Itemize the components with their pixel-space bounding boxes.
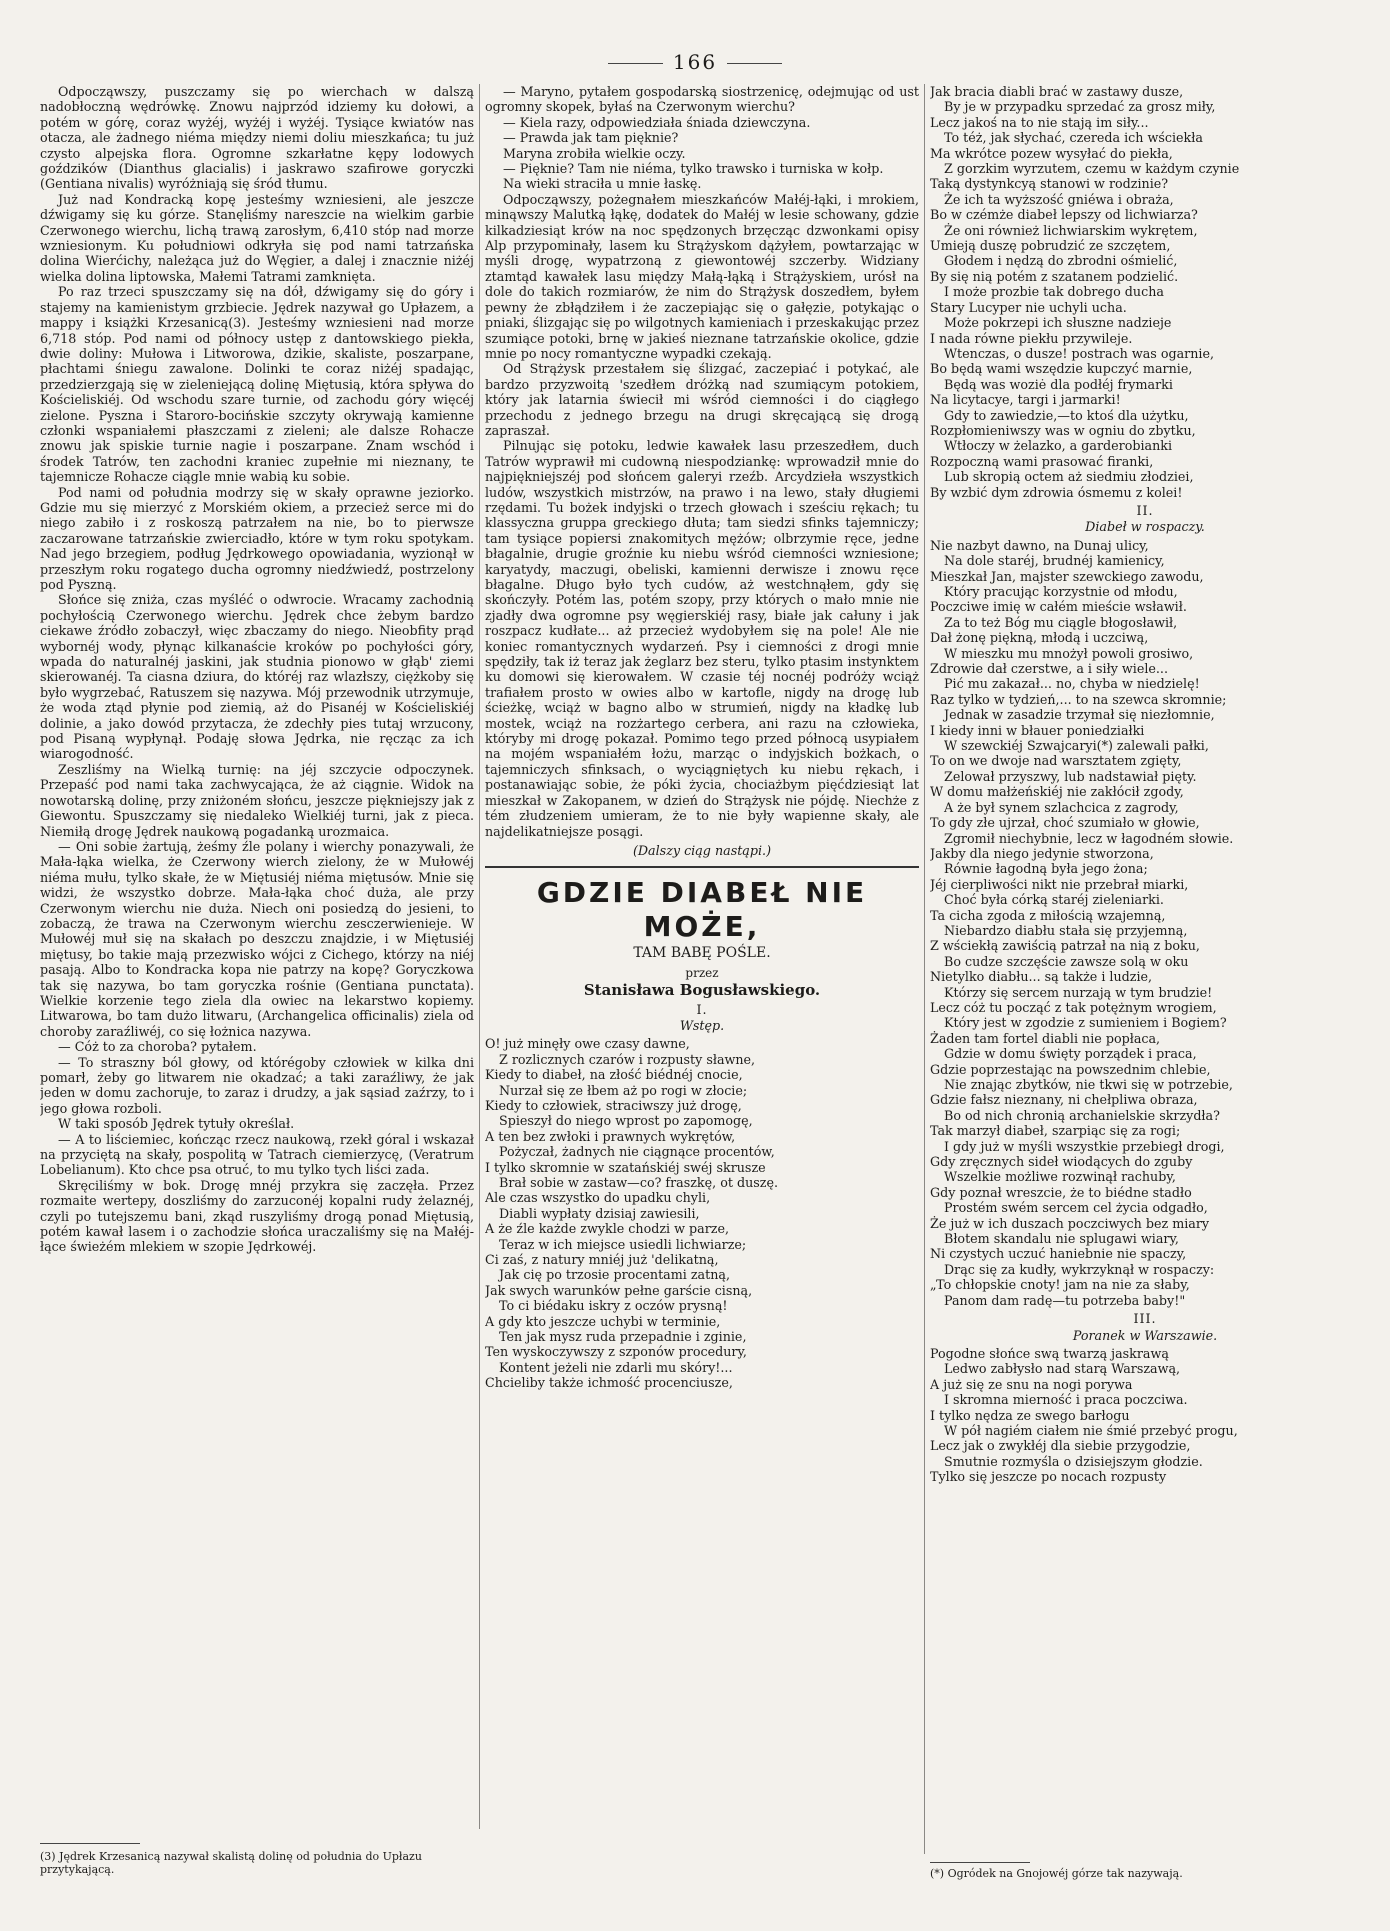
verse-line: To gdy złe ujrzał, choć szumiało w głowie, [930, 815, 1200, 831]
verse-line: Który pracując korzystnie od młodu, [944, 584, 1178, 599]
verse-line: I tylko skromnie w szatańskiéj swéj skrusze [485, 1159, 766, 1175]
verse-line: Ten wyskoczywszy z szponów procedury, [485, 1344, 747, 1360]
byline-prefix: przez [685, 965, 719, 980]
verse-line: Spieszył do niego wprost po zapomogę, [499, 1113, 753, 1129]
section-divider [485, 866, 919, 868]
paragraph: — Pięknie? Tam nie niéma, tylko trawsko i turniska w kołp. [503, 161, 884, 177]
verse-line: Gdy to zawiedzie,—to ktoś dla użytku, [944, 407, 1189, 423]
verse-line: I kiedy inni w błauer poniedziałki [930, 722, 1145, 738]
verse-line: Zgromił niechybnie, lecz w łagodném słowie. [944, 830, 1234, 846]
verse-line: Pożyczał, żadnych nie ciągnące procentów, [499, 1144, 775, 1160]
verse-line: Błotem skandalu nie splugawi wiary, [944, 1231, 1179, 1247]
verse-line: Jak cię po trzosie procentami zatną, [499, 1267, 730, 1283]
paragraph: — Prawda jak tam pięknie? [503, 130, 679, 146]
verse-line: I skromna mierność i praca poczciwa. [944, 1392, 1188, 1408]
verse-line: „To chłopskie cnoty! jam na nie za słaby, [930, 1277, 1190, 1293]
verse-line: W pół nagiém ciałem nie śmié przebyć progu, [944, 1422, 1238, 1438]
verse-line: Drąc się za kudły, wykrzyknął w rospaczy: [944, 1261, 1215, 1277]
verse-line: A ten bez zwłoki i prawnych wykrętów, [485, 1128, 736, 1144]
verse-line: A że źle każde zwykle chodzi w parze, [485, 1221, 729, 1237]
author-name: Stanisława Bogusławskiego. [583, 981, 821, 1000]
section-number: III. [1133, 1311, 1157, 1327]
verse-line: W domu małżeńskiéj nie zakłócił zgody, [930, 784, 1184, 800]
paragraph: Skręciliśmy w bok. Drogę mnéj przykra się zaczęła. Przez rozmaite wertepy, doszliśmy do zarzuconéj kopalni rudy żelaznéj, czyli po tutejszemu bani, zkąd ruszyliśmy drogą ponad Miętusią, potém kawał lasem i o zachodzie słońca uraczaliśmy się na Małéj-łące świeżém mlekiem w szopie Jędrkowéj. [40, 1177, 474, 1255]
verse-block [930, 84, 1360, 500]
verse-line: Stary Lucyper nie uchyli ucha. [930, 299, 1127, 315]
verse-line: Jakby dla niego jedynie stworzona, [930, 845, 1154, 861]
verse-line: Który jest w zgodzie z sumieniem i Bogiem? [944, 1015, 1227, 1031]
verse-line: Że ich ta wyższość gniéwa i obraża, [944, 191, 1174, 207]
verse-line: Wtłoczy w żelazko, a garderobianki [944, 438, 1173, 454]
verse-line: Będą was woziė dla podłéj frymarki [944, 376, 1173, 392]
verse-line: Którzy się sercem nurzają w tym brudzie! [944, 984, 1213, 1000]
footnote-2: (*) Ogródek na Gnojowéj górze tak nazywają. [930, 1867, 1183, 1880]
verse-line: Jéj cierpliwości nikt nie przebrał miarki, [930, 876, 1189, 892]
verse-line: Nietylko diabłu... są także i ludzie, [930, 969, 1153, 985]
paragraph: Na wieki straciła u mnie łaskę. [503, 176, 702, 192]
verse-line: Że już w ich duszach poczciwych bez miary [930, 1215, 1210, 1231]
verse-line: Prostém swém sercem cel życia odgadło, [944, 1200, 1208, 1216]
verse-block [485, 1036, 919, 1390]
verse-line: By się nią potém z szatanem podzielić. [930, 268, 1179, 284]
paragraph: — Oni sobie żartują, żeśmy źle polany i wierchy ponazywali, że Mała-łąka wielka, że Czerwony wierch zielony, że w Mułowéj niéma mułu, tylko skałe, że w Miętusiéj niéma miętusów. Mnie się widzi, że wszystko dobrze. Mała-łąka choć duża, ale przy Czerwonym wierchu nie duża. Niech oni posiedzą do jesieni, to zobaczą, że trawa na Czerwonym wierchu zesczerwienieje. W Mułowéj muł się na skałach po deszczu znajdzie, i w Miętusiéj miętusy, bo takie mają przezwisko wójci z Cichego, którzy na niéj pasają. Albo to Kondracka kopa nie patrzy na kopę? Goryczkowa tak się nazywa, bo tam goryczka rośnie (Gentiana punctata). Wielkie korzenie tego ziela dla owiec na lekarstwo kopiemy. Litwarowa, bo tam dużo litwaru, (Archangelica officinalis) ziela od choroby zaraźliwéj, co się łożnica nazywa. [40, 838, 474, 1039]
verse-line: To téż, jak słychać, czereda ich wściekła [944, 130, 1203, 146]
poem-title: GDZIE DIABEŁ NIE MOŻE, [536, 876, 868, 944]
verse-line: Żaden tam fortel diabli nie popłaca, [930, 1030, 1161, 1046]
verse-line: Lecz jak o zwykłéj dla siebie przygodzie, [930, 1438, 1191, 1454]
verse-line: Lub skropią octem aż siedmiu złodziei, [944, 469, 1194, 485]
verse-line: Ci zaś, z natury mniéj już 'delikatną, [485, 1252, 719, 1268]
paragraph: — To straszny ból głowy, od którégoby człowiek w kilka dni pomarł, żeby go litwarem nie okadzać; a taki zaraźliwy, że jak jeden w domu zachoruje, to zaraz i drudzy, a jak sąsiad zaźrzy, to i jego głowa rozboli. [40, 1054, 474, 1116]
paragraph: Odpocząwszy, pożegnałem mieszkańców Małéj-łąki, i mrokiem, minąwszy Malutką łąkę, dodatek do Małéj w lesie schowany, gdzie kilkadziesiąt krów na noc spędzonych brzęcząc dzwonkami opisy Alp przypominały, lasem ku Strążyskom dążyłem, powtarzając w myśli drogę, wypatrzoną z giewontowéj szczerby. Widziany ztamtąd kawałek lasu między Małą-łąką i Strążyskiem, urósł na dole do takich rozmiarów, że nim do Strążysk doszedłem, byłem pewny że zbłądziłem i że zaczepiając się o gałęzie, potykając o pniaki, ślizgając się po wilgotnych kamieniach i przeskakując przez szumiące potoki, brnę w jakieś nieznane tatrzańskie okolice, gdzie mnie po nocy romantyczne wypadki czekają. [485, 191, 919, 361]
verse-line: Panom dam radę—tu potrzeba baby!" [944, 1292, 1186, 1308]
paragraph: Zeszliśmy na Wielką turnię: na jéj szczycie odpoczynek. Przepaść pod nami taka zachwycająca, że aż ciągnie. Widok na nowotarską dolinę, przy zniżoném słońcu, jeszcze piękniejszy jak z Giewontu. Spuszczamy się niedaleko Wielkiéj turni, jak z pieca. Niemiłą drogę Jędrek naukową pogadanką urozmaica. [40, 761, 474, 839]
verse-line: Gdzie fałsz nieznany, ni chełpliwa obraza, [930, 1092, 1198, 1108]
section-number: I. [696, 1001, 708, 1017]
verse-line: Z gorzkim wyrzutem, czemu w każdym czynie [944, 161, 1240, 177]
verse-line: Gdzie poprzestając na powszednim chlebie, [930, 1061, 1211, 1077]
verse-line: A już się ze snu na nogi porywa [930, 1376, 1133, 1392]
verse-line: Jednak w zasadzie trzymał się niezłomnie, [944, 707, 1215, 723]
verse-line: Ledwo zabłysło nad starą Warszawą, [944, 1361, 1181, 1377]
verse-line: Ale czas wszystko do upadku chyli, [485, 1190, 711, 1206]
verse-line: Diabli wypłaty dzisiaj zawiesili, [499, 1205, 700, 1221]
footnote-1: (3) Jędrek Krzesanicą nazywał skalistą dolinę od południa do Upłazu przytykającą. [40, 1850, 422, 1876]
column-1 [40, 84, 474, 1824]
verse-line: I tylko nędza ze swego barłogu [930, 1407, 1130, 1423]
column-2 [485, 84, 919, 1834]
verse-line: Chcieliby także ichmość procenciusze, [485, 1375, 733, 1391]
verse-line: Pogodne słońce swą twarzą jaskrawą [930, 1345, 1169, 1361]
verse-line: I może prozbie tak dobrego ducha [944, 284, 1164, 300]
verse-line: Gdzie w domu święty porządek i praca, [944, 1046, 1197, 1062]
verse-line: Smutnie rozmyśla o dzisiejszym głodzie. [944, 1453, 1203, 1469]
paragraph: — Kiela razy, odpowiedziała śniada dziewczyna. [503, 114, 811, 130]
paragraph: Maryna zrobiła wielkie oczy. [503, 145, 686, 161]
footnote-rule [40, 1843, 140, 1844]
verse-line: To on we dwoje nad warsztatem zgięty, [930, 753, 1182, 769]
section-title: Wstęp. [679, 1017, 725, 1033]
verse-line: Umieją duszę pobrudzić ze szczętem, [930, 238, 1171, 254]
verse-line: Lecz jakoś na to nie stają im siły... [930, 114, 1149, 130]
verse-line: I nada równe piekłu przywileje. [930, 330, 1133, 346]
verse-line: A gdy kto jeszcze uchybi w terminie, [485, 1313, 721, 1329]
verse-line: Bo od nich chronią archanielskie skrzydła? [944, 1107, 1220, 1123]
verse-line: Tylko się jeszcze po nocach rozpusty [930, 1469, 1167, 1485]
verse-line: Mieszkał Jan, majster szewckiego zawodu, [930, 568, 1204, 584]
paragraph: Pod nami od południa modrzy się w skały oprawne jeziorko. Gdzie mu się mierzyć z Morskiém okiem, a przecież serce mi do niego zabiło i z roskoszą patrzałem na nie, bo to pierwsze zaczarowane tatrzańskie zwierciadło, które w tym roku spotykam. Nad jego brzegiem, podług Jędrkowego opowiadania, wyzionął w przeszłym roku rogatego ducha ogromny niedźwiedź, postrzelony pod Pyszną. [40, 484, 474, 592]
verse-line: Za to też Bóg mu ciągle błogosławił, [944, 614, 1178, 630]
verse-line: W mieszku mu mnożył powoli grosiwo, [944, 645, 1194, 661]
verse-line: W szewckiéj Szwajcaryi(*) zalewali pałki, [944, 738, 1209, 754]
verse-line: Poczciwe imię w całém mieście wsławił. [930, 599, 1187, 615]
verse-line: Ten jak mysz ruda przepadnie i zginie, [499, 1329, 747, 1345]
verse-line: Głodem i nędzą do zbrodni ośmielić, [944, 253, 1178, 269]
verse-line: Z rozlicznych czarów i rozpusty sławne, [499, 1051, 756, 1067]
column-3 [930, 84, 1360, 1854]
verse-line: Ma wkrótce pozew wysyłać do piekła, [930, 145, 1173, 161]
paragraph: Odpocząwszy, puszczamy się po wierchach w dalszą nadobłoczną wędrówkę. Znowu najprzód idziemy ku dołowi, a potém w górę, coraz wyżéj, wyżéj i wyżéj. Tysiące kwiatów nas otacza, ale żadnego niéma między niemi doliu mieszkańca; tu już czysto alpejska flora. Ogromne szkarłatne kępy lodowych goździków (Dianthus glacialis) i jaskrawo szafirowe goryczki (Gentiana nivalis) wyróżniają się śród tłumu. [40, 84, 474, 192]
verse-line: Rozpłomieniwszy was w ogniu do zbytku, [930, 422, 1196, 438]
verse-line: Rozpoczną wami prasować firanki, [930, 453, 1154, 469]
paragraph: — Maryno, pytałem gospodarską siostrzenicę, odejmując od ust ogromny skopek, byłaś na Czerwonym wierchu? [485, 84, 919, 115]
verse-line: Taką dystynkcyą stanowi w rodzinie? [930, 176, 1169, 192]
verse-line: Kiedy to człowiek, straciwszy już drogę, [485, 1097, 742, 1113]
paragraph: W taki sposób Jędrek tytuły określał. [58, 1116, 295, 1132]
verse-line: Niebardzo diabłu stała się przyjemną, [944, 922, 1188, 938]
section-title: Diabeł w rospaczy. [1085, 519, 1205, 535]
verse-line: Wszelkie możliwe rozwinął rachuby, [944, 1169, 1176, 1185]
verse-line: Nie nazbyt dawno, na Dunaj ulicy, [930, 537, 1149, 553]
verse-line: I gdy już w myśli wszystkie przebiegł drogi, [944, 1138, 1225, 1154]
verse-line: Ta cicha zgoda z miłością wzajemną, [930, 907, 1166, 923]
verse-line: Gdy zręcznych sideł wiodących do zguby [930, 1154, 1193, 1170]
section-number: II. [1136, 502, 1154, 518]
verse-line: Na dole staréj, brudnéj kamienicy, [944, 553, 1165, 569]
verse-line: Na licytacye, targi i jarmarki! [930, 392, 1121, 408]
verse-line: Choć była córką staréj zieleniarki. [944, 892, 1164, 908]
column-rule-2 [924, 84, 925, 1854]
verse-line: A że był synem szlachcica z zagrody, [944, 799, 1179, 815]
verse-line: Tak marzył diabeł, szarpiąc się za rogi; [930, 1123, 1181, 1139]
verse-line: Bo w czémże diabeł lepszy od lichwiarza? [930, 207, 1198, 223]
verse-line: Jak swych warunków pełne garście cisną, [485, 1282, 753, 1298]
paragraph: — A to liściemiec, kończąc rzecz naukową, rzekł góral i wskazał na przyciętą na skały, pospolitą w Tatrach ciemierzycę, (Veratrum Lobelianum). Kto chce psa otruć, to mu tylko tych liści zada. [40, 1131, 474, 1178]
verse-line: Zdrowie dał czerstwe, a i siły wiele... [930, 661, 1169, 677]
verse-line: Może pokrzepi ich słuszne nadzieje [944, 315, 1172, 331]
verse-line: Teraz w ich miejsce usiedli lichwiarze; [499, 1236, 747, 1252]
verse-line: Lecz cóż tu począć z tak potężnym wrogiem, [930, 999, 1217, 1015]
continuation-note: (Dalszy ciąg nastąpi.) [632, 842, 772, 858]
verse-line: O! już minęły owe czasy dawne, [485, 1036, 690, 1052]
verse-line: Nie znając zbytków, nie tkwi się w potrzebie, [944, 1077, 1233, 1092]
paragraph: Już nad Kondracką kopę jesteśmy wzniesieni, ale jeszcze dźwigamy się ku górze. Stanęliśmy nareszcie na wielkim garbie Czerwonego wierchu, lichą trawą zarosłym, 6,410 stóp nad morze wzniesionym. Ku południowi odkryła się pod nami tatrzańska dolina Wierćichy, należąca już do Węgier, a dalej i znacznie niżéj wielka dolina liptowska, Małemi Tatrami zamknięta. [40, 191, 474, 284]
verse-line: Kontent jeżeli nie zdarli mu skóry!... [499, 1359, 733, 1375]
verse-line: Nurzał się ze łbem aż po rogi w złocie; [499, 1082, 748, 1098]
verse-line: By je w przypadku sprzedać za grosz miły, [944, 99, 1216, 115]
verse-line: Dał żonę piękną, młodą i uczciwą, [930, 630, 1149, 646]
poem-subtitle: TAM BABĘ POŚLE. [633, 945, 771, 962]
paragraph: Słońce się zniża, czas myśléć o odwrocie. Wracamy zachodnią pochyłością Czerwonego wierchu. Jędrek chce żebym bardzo ciekawe źródło zobaczył, więc zbaczamy do niego. Nieobfity prąd wybornéj wody, płynąc kilkanaście kroków po pochyłości góry, wpada do naturalnéj jaskini, jak studnia pionowo w głąb' ziemi skierowanéj. Ta ciasna dziura, do któréj raz wlazłszy, ciężkoby się było wygrzebać, Ratuszem się nazywa. Mój przewodnik utrzymuje, że woda ztąd płynie pod ziemią, aż do Pisanéj w Kościeliskiéj dolinie, a jako dowód przytacza, że zdechły pies tutaj wrzucony, pod Pisaną wypłynął. Podaję słowa Jędrka, nie ręcząc za ich wiarogodność. [40, 592, 474, 762]
verse-line: Brał sobie w zastaw—co? fraszkę, ot duszę. [499, 1175, 778, 1190]
verse-line: Kiedy to diabeł, na złość biédnéj cnocie, [485, 1067, 743, 1083]
section-title: Poranek w Warszawie. [1072, 1327, 1218, 1343]
verse-line: Ni czystych uczuć haniebnie nie spaczy, [930, 1246, 1187, 1262]
verse-line: Pić mu zakazał... no, chyba w niedzielę! [944, 676, 1200, 692]
verse-block [930, 538, 1360, 1308]
verse-block [930, 1346, 1360, 1485]
verse-line: To ci biédaku iskry z oczów prysną! [499, 1298, 728, 1314]
column-rule-1 [479, 84, 480, 1829]
verse-line: Wtenczas, o dusze! postrach was ogarnie, [944, 345, 1214, 361]
paragraph: Po raz trzeci spuszczamy się na dół, dźwigamy się do góry i stajemy na kamienistym grzbiecie. Jędrek nazywał go Upłazem, a mappy i książki Krzesanicą(3). Jesteśmy wzniesieni nad morze 6,718 stóp. Pod nami od północy ustęp z dantowskiego piekła, dwie doliny: Mułowa i Litworowa, dzikie, skaliste, poszarpane, płachtami śniegu zawalone. Dolinki te coraz niżéj spadając, przedzierzgają się w zieleniejącą dolinę Miętusią, która spływa do Kościeliskiéj. Od wschodu szare turnie, od zachodu góry więcéj zielone. Pyszna i Staroro-bocińskie szczyty okrywają kamienne członki wspaniałemi płaszczami z zieleni; ale dalsze Rohacze znowu jak spiskie turnie nagie i poszarpane. Znam wschód i środek Tatrów, ten zachodni kraniec zupełnie mi nieznany, te tajemnicze Rohacze ciągle mnie wabią ku sobie. [40, 284, 474, 485]
verse-line: By wzbić dym zdrowia ósmemu z kolei! [930, 484, 1183, 500]
verse-line: Bo będą wami wszędzie kupczyć marnie, [930, 361, 1193, 377]
verse-line: Zelował przyszwy, lub nadstawiał pięty. [944, 768, 1197, 784]
verse-line: Jak bracia diabli brać w zastawy dusze, [930, 84, 1184, 99]
verse-line: Że oni również lichwiarskim wykrętem, [944, 222, 1198, 238]
paragraph: Od Strążysk przestałem się ślizgać, zaczepiać i potykać, ale bardzo przyzwoitą 'szedłem dróżką nad szumiącym potokiem, który jak latarnia świecił mi wśród ciemności i do ciągłego przechodu z jednego brzegu na drugi skręcającą się drogą zapraszał. [485, 361, 919, 438]
paragraph: — Cóż to za choroba? pytałem. [58, 1039, 257, 1055]
verse-line: Gdy poznał wreszcie, że to biédne stadło [930, 1184, 1192, 1200]
verse-line: Raz tylko w tydzień,... to na szewca skromnie; [930, 691, 1227, 707]
paragraph: Pilnując się potoku, ledwie kawałek lasu przeszedłem, duch Tatrów wyprawił mi cudowną niespodziankę: wprowadził mnie do najpiękniejszéj pod słońcem galeryi rzeźb. Arcydzieła wszystkich ludów, wszystkich mistrzów, na prawo i na lewo, stały długiemi rzędami. Tu bożek indyjski o trzech głowach i sześciu rękach; tu klassyczna gruppa greckiego dłuta; tam siedzi sfinks tajemniczy; tam tysiące popiersi znakomitych mężów; olbrzymie ręce, jedne błagalnie, drugie groźnie ku niebu wśród ciemności wzniesione; karyatydy, maczugi, obeliski, kamienni derwisze i znowu ręce błagalne. Długo było tych cudów, aż westchnąłem, gdy się skończyły. Potém las, potém szopy, przy których o mało mnie nie zjadły dwa ogromne psy węgierskiéj rasy, białe jak całuny i jak roszpacz kudłate... aż przecież wydobyłem się na pole! Ale nie koniec romantycznych wydarzeń. Psy i ciemności z drogi mnie spędziły, tak iż teraz jak żeglarz bez steru, tylko ptasim instynktem ku domowi się kierowałem. W czasie téj nocnéj podróży wciąż trafiałem prosto w owies albo w kartofle, nigdy na drogę lub ścieżkę, wciąż w bagno albo w strumień, nigdy na kładkę lub mostek, wciąż na rozżartego cerbera, ani razu na człowieka, któryby mi drogę pokazał. Pomimo tego przed północą usypiałem na mojém wspaniałém łożu, marząc o indyjskich bożkach, o tajemniczych sfinksach, o wyciągniętych ku niebu rękach, i postanawiając sobie, że póki życia, chociażbym pięćdziesiąt lat mieszkał w Zakopanem, w dzień do Strążysk nie pójdę. Niechże z tém złudzeniem umieram, że to nie były wapienne skały, ale najdelikatniejsze posągi. [485, 438, 919, 839]
verse-line: Równie łagodną była jego żona; [944, 861, 1148, 877]
page-number: 166 [0, 50, 1390, 74]
footnote-rule [930, 1862, 1030, 1863]
verse-line: Z wściekłą zawiścią patrzał na nią z boku, [930, 938, 1200, 954]
verse-line: Bo cudze szczęście zawsze solą w oku [944, 953, 1189, 969]
